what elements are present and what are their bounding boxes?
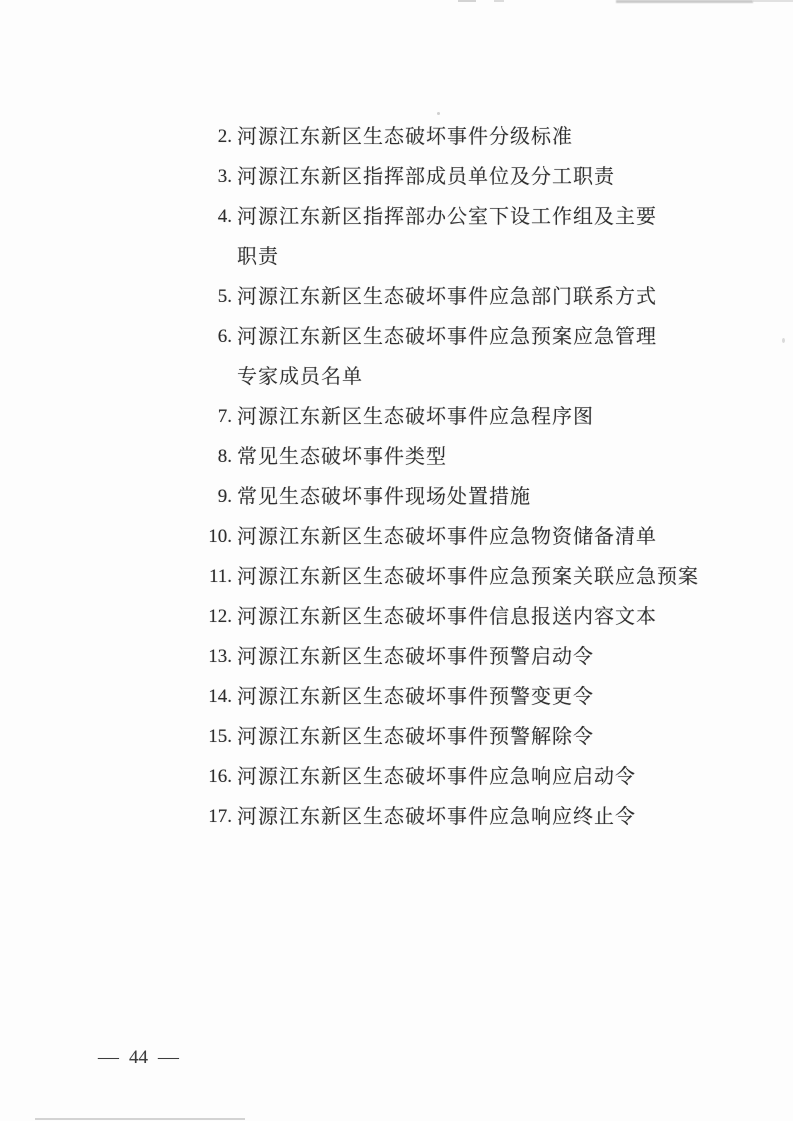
list-line (217, 437, 699, 477)
footer-right-dash: — (158, 1047, 179, 1068)
item-number: 3. (217, 166, 232, 187)
list-line (237, 357, 699, 397)
item-number: 15. (208, 726, 232, 747)
list-line (208, 637, 699, 677)
list-line (217, 397, 699, 437)
item-number: 8. (217, 446, 232, 467)
item-number: 4. (217, 206, 232, 227)
list-line (217, 277, 699, 317)
list-line (208, 557, 699, 597)
item-text: 河源江东新区生态破坏事件应急物资储备清单 (237, 526, 657, 548)
item-number: 17. (208, 806, 232, 827)
item-number: 7. (217, 406, 232, 427)
list-line (208, 517, 699, 557)
list-line (208, 757, 699, 797)
item-text: 河源江东新区指挥部办公室下设工作组及主要 (237, 206, 657, 228)
item-text: 专家成员名单 (237, 366, 363, 388)
list-line (208, 797, 699, 837)
item-number: 11. (208, 566, 232, 587)
item-text: 河源江东新区生态破坏事件应急响应终止令 (237, 806, 636, 828)
item-number: 10. (208, 526, 232, 547)
item-text: 常见生态破坏事件类型 (237, 446, 447, 468)
item-number: 16. (208, 766, 232, 787)
footer-left-dash: — (98, 1047, 119, 1068)
item-text: 河源江东新区指挥部成员单位及分工职责 (237, 166, 615, 188)
item-text: 河源江东新区生态破坏事件应急部门联系方式 (237, 286, 657, 308)
scan-artifact-top-strip (616, 0, 753, 3)
item-text: 河源江东新区生态破坏事件预警变更令 (237, 686, 594, 708)
list-line (237, 237, 699, 277)
scan-artifact-speck (782, 338, 785, 343)
attachment-list (208, 117, 699, 837)
item-number: 14. (208, 686, 232, 707)
item-number: 12. (208, 606, 232, 627)
list-line (217, 117, 699, 157)
item-number: 13. (208, 646, 232, 667)
list-line (217, 157, 699, 197)
list-line (217, 477, 699, 517)
item-text: 河源江东新区生态破坏事件预警解除令 (237, 726, 594, 748)
list-line (217, 197, 699, 237)
item-text: 职责 (237, 246, 279, 268)
item-text: 河源江东新区生态破坏事件应急响应启动令 (237, 766, 636, 788)
item-text: 河源江东新区生态破坏事件应急预案应急管理 (237, 326, 657, 348)
item-text: 河源江东新区生态破坏事件分级标准 (237, 126, 573, 148)
item-number: 6. (217, 326, 232, 347)
list-line (217, 317, 699, 357)
scan-artifact-speck (437, 112, 440, 115)
scan-artifact-top-strip (753, 0, 793, 2)
item-number: 2. (217, 126, 232, 147)
scan-artifact-bottom-line (35, 1118, 245, 1120)
item-text: 河源江东新区生态破坏事件应急预案关联应急预案 (237, 566, 699, 588)
page-number (99, 1046, 178, 1070)
item-number: 5. (217, 286, 232, 307)
list-line (208, 597, 699, 637)
scan-artifact-top-mark (494, 0, 504, 2)
item-text: 河源江东新区生态破坏事件预警启动令 (237, 646, 594, 668)
item-number: 9. (217, 486, 232, 507)
item-text: 常见生态破坏事件现场处置措施 (237, 486, 531, 508)
item-text: 河源江东新区生态破坏事件应急程序图 (237, 406, 594, 428)
list-line (208, 677, 699, 717)
footer-page-number: 44 (129, 1047, 148, 1068)
list-line (208, 717, 699, 757)
item-text: 河源江东新区生态破坏事件信息报送内容文本 (237, 606, 657, 628)
scan-artifact-top-mark (458, 0, 476, 2)
